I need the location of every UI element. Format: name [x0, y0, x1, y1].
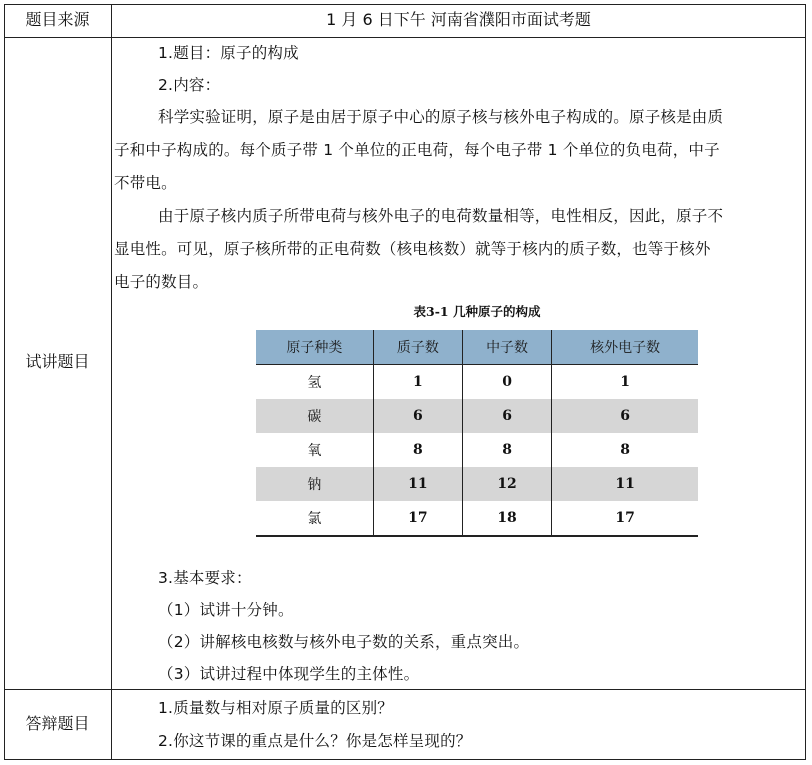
- cell-atom: 碳: [256, 399, 373, 433]
- cell-neutrons: 18: [462, 501, 551, 536]
- defense-question-2: 2.你这节课的重点是什么？你是怎样呈现的？: [158, 732, 472, 750]
- header-neutrons: 中子数: [462, 330, 551, 365]
- row-divider: [4, 37, 806, 38]
- table-row: [256, 399, 698, 433]
- defense-question-1: 1.质量数与相对原子质量的区别？: [158, 699, 393, 717]
- table-row: [256, 365, 698, 400]
- cell-protons: 6: [373, 399, 462, 433]
- table-header-row: [256, 330, 698, 365]
- cell-atom: 氢: [256, 365, 373, 400]
- requirement-1: （1）试讲十分钟。: [158, 601, 294, 619]
- cell-electrons: 1: [620, 374, 630, 390]
- paragraph-1-line-1: 科学实验证明，原子是由居于原子中心的原子核与核外电子构成的。原子核是由质: [158, 108, 724, 126]
- source-label: 题目来源: [25, 10, 90, 29]
- table-row: [256, 433, 698, 467]
- cell-atom: 氯: [256, 501, 373, 536]
- lecture-topic-label: 试讲题目: [25, 352, 90, 371]
- requirement-3: （3）试讲过程中体现学生的主体性。: [158, 665, 420, 683]
- paragraph-2-line-3: 电子的数目。: [114, 273, 209, 291]
- paragraph-2-line-1: 由于原子核内质子所带电荷与核外电子的电荷数量相等，电性相反，因此，原子不: [158, 207, 724, 225]
- table-row: [256, 467, 698, 501]
- atom-table-caption: 表3-1 几种原子的构成: [413, 304, 541, 319]
- cell-protons: 17: [373, 501, 462, 536]
- paragraph-1-line-2: 子和中子构成的。每个质子带 1 个单位的正电荷，每个电子带 1 个单位的负电荷，中子: [114, 141, 720, 159]
- paragraph-2-line-2: 显电性。可见，原子核所带的正电荷数（核电核数）就等于核内的质子数，也等于核外: [114, 240, 711, 258]
- defense-topic-label: 答辩题目: [25, 714, 90, 733]
- header-electrons: 核外电子数: [552, 330, 698, 365]
- cell-neutrons: 6: [462, 399, 551, 433]
- cell-neutrons: 12: [462, 467, 551, 501]
- cell-protons: 8: [373, 433, 462, 467]
- cell-electrons: 6: [552, 399, 698, 433]
- column-divider: [111, 4, 112, 760]
- requirement-2: （2）讲解核电核数与核外电子数的关系，重点突出。: [158, 633, 530, 651]
- cell-electrons: 17: [552, 501, 698, 536]
- cell-neutrons: 8: [462, 433, 551, 467]
- cell-protons: 11: [373, 467, 462, 501]
- cell-atom: 钠: [256, 467, 373, 501]
- paragraph-1-line-3: 不带电。: [114, 174, 177, 192]
- header-atom-type: 原子种类: [256, 330, 373, 365]
- atom-composition-table: [256, 330, 698, 537]
- cell-electrons: 8: [620, 442, 630, 458]
- table-row: [256, 501, 698, 536]
- row-divider: [4, 689, 806, 690]
- cell-neutrons: 0: [462, 365, 551, 400]
- content-label: 2.内容：: [158, 76, 221, 94]
- cell-electrons: 11: [552, 467, 698, 501]
- exam-source-title: 1 月 6 日下午 河南省濮阳市面试考题: [326, 10, 591, 29]
- cell-protons: 1: [373, 365, 462, 400]
- requirements-title: 3.基本要求：: [158, 569, 252, 587]
- header-protons: 质子数: [373, 330, 462, 365]
- topic-line: 1.题目：原子的构成: [158, 44, 299, 62]
- cell-atom: 氧: [256, 433, 373, 467]
